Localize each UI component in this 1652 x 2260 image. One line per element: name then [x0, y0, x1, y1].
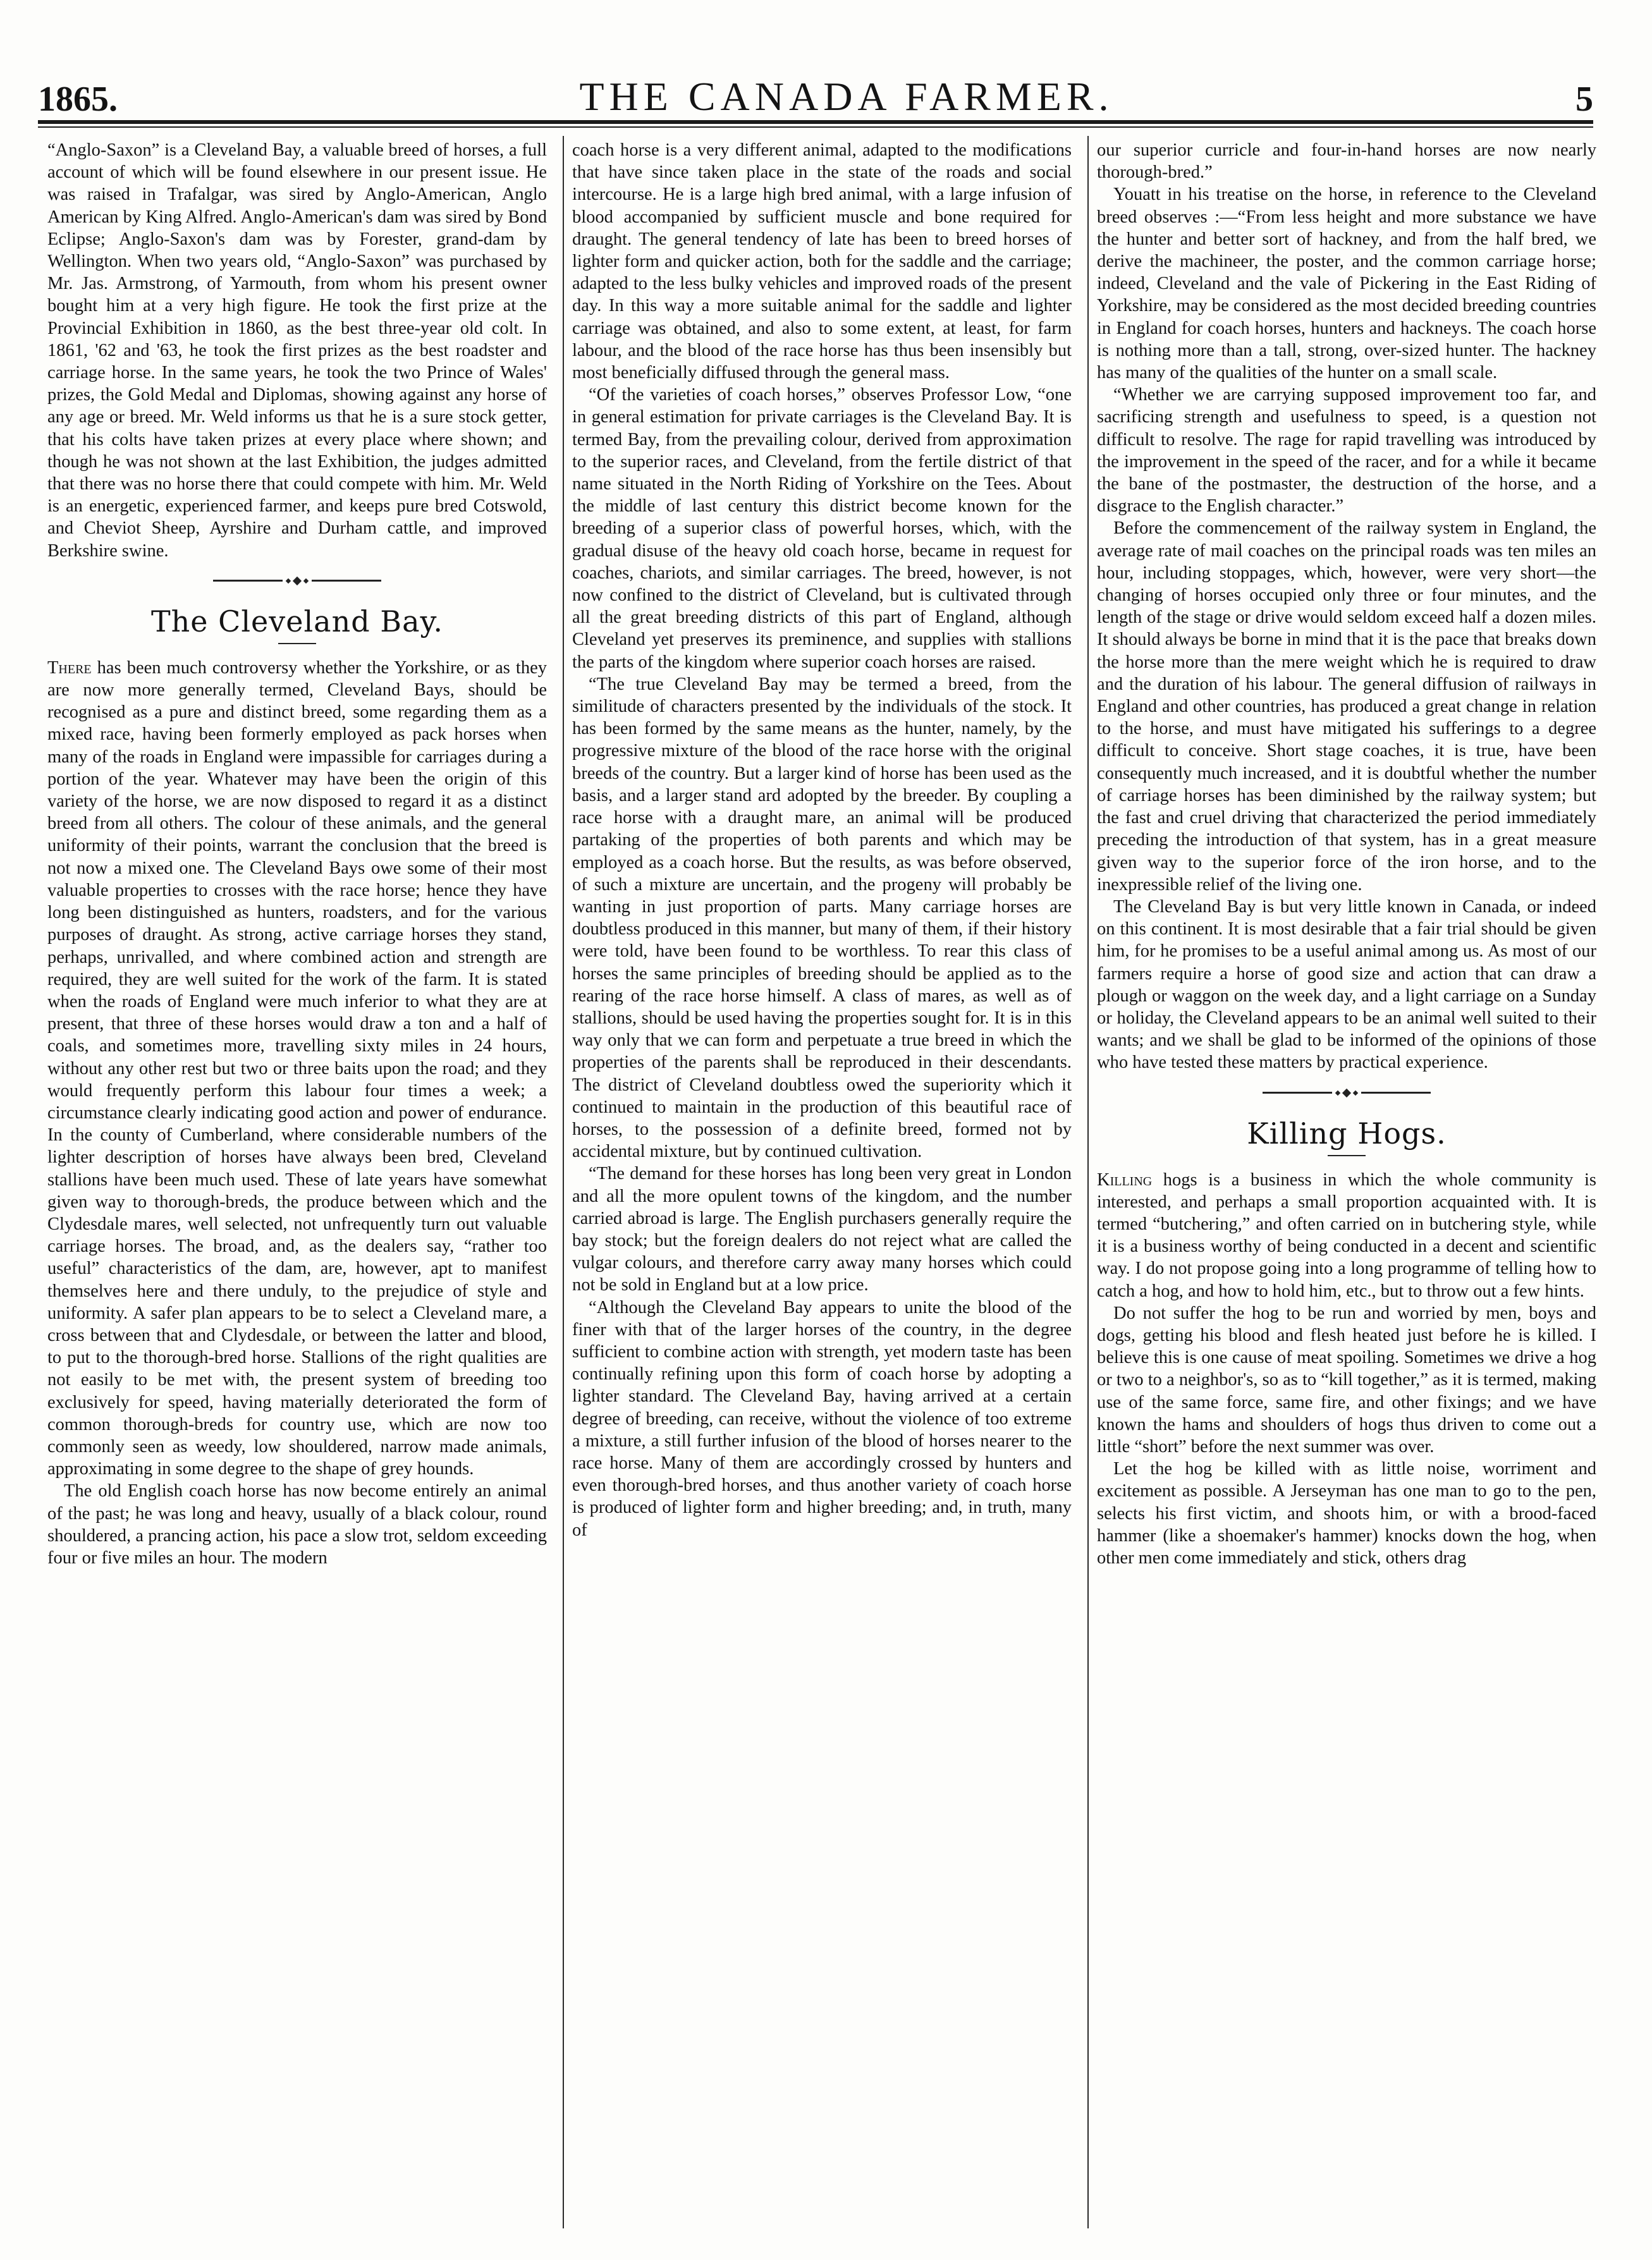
masthead-rule — [38, 120, 1593, 124]
paragraph-text: has been much controversy whether the Yorkshire, or as they are now more generally termed, Cleveland Bays, should be recognised as a pure and distinct breed, some regarding them as a mixed race, having been formerly employed as pack horses when many of the roads in England were impassible for carriages during a portion of the year. Whatever may have been the origin of this variety of the horse, we are now disposed to regard it as a distinct breed from all others. The colour of these animals, and the general uniformity of their points, warrant the conclusion that the breed is not now a mixed one. The Cleveland Bays owe some of their most valuable properties to crosses with the race horse; hence they have long been distinguished as hunters, roadsters, and for the various purposes of draught. As strong, active carriage horses they stand, perhaps, unrivalled, and where combined action and strength are required, they are well suited for the work of the farm. It is stated when the roads of England were much inferior to what they are at present, that three of these horses would draw a ton and a half of coals, and sometimes more, travelling sixty miles in 24 hours, without any other rest but two or three baits upon the road; and they would frequently perform this labour four times a week; a circumstance clearly indicating good action and power of endurance. In the county of Cumberland, where considerable numbers of the lighter description of horses have always been bred, Cleveland stallions have been much used. These of late years have somewhat given way to thorough-breds, the produce between which and the Clydesdale mares, well selected, not unfrequently turn out valuable carriage horses. The broad, and, as the dealers say, “rather too useful” characteristics of the dam, are, however, apt to manifest themselves here and there unduly, to the prejudice of style and uniformity. A safer plan appears to be to select a Cleveland mare, a cross between that and Clydesdale, or between the latter and blood, to put to the thorough-bred horse. Stallions of the right qualities are not easily to be met with, the present system of breeding too exclusively for speed, having materially deteriorated the form of common thorough-breds for country use, which are now too commonly seen as weedy, low shouldered, narrow made animals, approximating in some degree to the shape of grey hounds. — [47, 657, 547, 1479]
paragraph-text: hogs is a business in which the whole community is interested, and perhaps a small proportion acquainted with. It is termed “butchering,” and often carried on in butchering style, while it is a business worthy of being conducted in a decent and scientific way. I do not propose going into a long programme of telling how to catch a hog, and how to hold him, etc., but to throw out a few hints. — [1097, 1170, 1596, 1301]
anglo-saxon-paragraph: “Anglo-Saxon” is a Cleveland Bay, a valuable breed of horses, a full account of which will be found elsewhere in our present issue. He was raised in Trafalgar, was sired by Anglo-American, Anglo American by King Alfred. Anglo-American's dam was sired by Bond Eclipse; Anglo-Saxon's dam was by Forester, grand-dam by Wellington. When two years old, “Anglo-Saxon” was purchased by Mr. Jas. Armstrong, of Yarmouth, from whom his present owner bought him at a very high figure. He took the first prize at the Provincial Exhibition in 1860, as the best three-year old colt. In 1861, '62 and '63, he took the first prizes as the best roadster and carriage horse. In the same years, he took the two Prince of Wales' prizes, the Gold Medal and Diplomas, showing against any horse of any age or breed. Mr. Weld informs us that he is a sure stock getter, that his colts have taken prizes at every place where shown; and though he was not shown at the last Exhibition, the judges admitted that there was no horse there that could compete with him. Mr. Weld is an energetic, experienced farmer, and keeps pure bred Cotswold, and Cheviot Sheep, Ayrshire and Durham cattle, and improved Berkshire swine. — [47, 140, 547, 561]
column-1 — [47, 139, 547, 2225]
newspaper-title: THE CANADA FARMER. — [579, 74, 1114, 119]
killing-hogs-heading: Killing Hogs. — [1247, 1116, 1447, 1151]
killing-hogs-paragraph — [1097, 1169, 1596, 1302]
heading-rule — [1328, 1155, 1366, 1156]
heading-rule — [278, 643, 316, 644]
column-divider-1 — [563, 136, 564, 2228]
section-ornament — [1097, 1088, 1596, 1098]
professor-low-paragraph: “Of the varieties of coach horses,” observes Professor Low, “one in general estimation for private carriages is the Cleveland Bay. It is termed Bay, from the prevailing colour, derived from approximation to the superior races, and Cleveland, from the fertile district of that name situated in the North Riding of Yorkshire on the Tees. About the middle of last century this district become known for the breeding of a superior class of powerful horses, which, with the gradual disuse of the heavy old coach horse, became in request for coaches, chariots, and similar carriages. The breed, however, is not now confined to the district of Cleveland, but is cultivated through all the great breeding districts of this part of England, although Cleveland yet preserves its preminence, and supplies with stallions the parts of the kingdom where superior coach horses are raised. — [572, 385, 1072, 672]
lead-word: There — [47, 657, 92, 678]
cleveland-bay-heading: The Cleveland Bay. — [150, 604, 444, 638]
continued-paragraph: our superior curricle and four-in-hand horses are now nearly thorough-bred.” — [1097, 140, 1596, 183]
continued-paragraph: coach horse is a very different animal, adapted to the modifications that have since taken place in the state of the roads and social intercourse. He is a large high bred animal, with a large infusion of blood accompanied by sufficient muscle and bone required for draught. The general tendency of late has been to breed horses of lighter form and quicker action, both for the saddle and the carriage; adapted to the less bulky vehicles and improved roads of the present day. In this way a more suitable animal for the saddle and lighter carriage was obtained, and also to some extent, at least, for farm labour, and the blood of the race horse has thus been insensibly but most beneficially diffused through the general mass. — [572, 140, 1072, 383]
demand-paragraph: “The demand for these horses has long been very great in London and all the more opulent towns of the kingdom, and the number carried abroad is large. The English purchasers generally require the bay stock; but the foreign dealers do not reject what are called the vulgar colours, and therefore carry away many horses which could not be sold in England but at a low price. — [572, 1164, 1072, 1295]
column-3 — [1097, 139, 1596, 2225]
issue-year: 1865. — [38, 80, 118, 119]
hog-worry-paragraph: Do not suffer the hog to be run and worried by men, boys and dogs, getting his blood and flesh heated just before he is killed. I believe this is one cause of meat spoiling. Sometimes we drive a hog or two to a neighbor's, so as to “kill together,” as it is termed, making use of the same force, same fire, and other fixings; and we have known the hams and shoulders of hogs thus driven to come out a little “short” before the next summer was over. — [1097, 1303, 1596, 1457]
coach-horse-paragraph: The old English coach horse has now become entirely an animal of the past; he was long and heavy, usually of a black colour, round shouldered, a prancing action, his pace a slow trot, seldom exceeding four or five miles an hour. The modern — [47, 1481, 547, 1568]
page-number: 5 — [1576, 80, 1593, 119]
hog-killed-paragraph: Let the hog be killed with as little noise, worriment and excitement as possible. A Jerseyman has one man to go to the pen, selects his first victim, and shoots him, or with a brood-faced hammer (like a shoemaker's hammer) knocks down the hog, when other men come immediately and stick, others drag — [1097, 1459, 1596, 1568]
column-2 — [572, 139, 1072, 2225]
cleveland-bay-paragraph — [47, 657, 547, 1481]
section-ornament — [47, 576, 547, 586]
canada-paragraph: The Cleveland Bay is but very little known in Canada, or indeed on this continent. It is most desirable that a fair trial should be given him, for he promises to be a useful animal among us. As most of our farmers require a horse of good size and action that can draw a plough or waggon on the week day, and a light carriage on a Sunday or holiday, the Cleveland appears to be an animal well suited to their wants; and we shall be glad to be informed of the opinions of those who have tested these matters by practical experience. — [1097, 896, 1596, 1073]
column-divider-2 — [1087, 136, 1089, 2228]
whether-paragraph: “Whether we are carrying supposed improvement too far, and sacrificing strength and usefulness to speed, is a question not difficult to resolve. The rage for rapid travelling was introduced by the improvement in the speed of the racer, and for a while it became the bane of the postmaster, the destruction of the horse, and a disgrace to the English character.” — [1097, 385, 1596, 516]
lead-word: Killing — [1097, 1170, 1153, 1190]
true-cleveland-paragraph: “The true Cleveland Bay may be termed a breed, from the similitude of characters presented by the individuals of the stock. It has been formed by the same means as the hunter, namely, by the progressive mixture of the blood of the race horse with the original breeds of the country. But a larger kind of horse has been used as the basis, and a larger stand ard adopted by the breeder. By coupling a race horse with a draught mare, an animal will be produced partaking of the properties of both parents and which may be employed as a coach horse. But the results, as was before observed, of such a mixture are uncertain, and the progeny will probably be wanting in just proportion of parts. Many carriage horses are doubtless produced in this manner, but many of them, if their history were told, have been found to be worthless. To rear this class of horses the same principles of breeding should be applied as to the rearing of the race horse himself. A class of mares, as well as of stallions, should be used having the properties sought for. It is in this way only that we can form and perpetuate a true breed in which the properties of the parents shall be reproduced in their descendants. The district of Cleveland doubtless owed the superiority which it continued to maintain in the production of this beautiful race of horses, to the possession of a definite breed, formed not by accidental mixture, but by continued cultivation. — [572, 674, 1072, 1162]
masthead-rule-thin — [38, 126, 1593, 128]
masthead — [38, 60, 1593, 117]
railway-paragraph: Before the commencement of the railway system in England, the average rate of mail coaches on the principal roads was ten miles an hour, including stoppages, which, however, were very short—the changing of horses occupied only three or four minutes, and the length of the stage or drive would seldom exceed half a dozen miles. It should always be borne in mind that it is the pace that breaks down the horse more than the mere weight which he is required to draw and the duration of his labour. The general diffusion of railways in England and other countries, has produced a great change in relation to the horse, and must have mitigated his sufferings to a degree difficult to conceive. Short stage coaches, it is true, have been consequently much increased, and it is doubtful whether the number of carriage horses has been diminished by the railway system; but the fast and cruel driving that characterized the period immediately preceding the introduction of that system, has in a great measure given way to the superior force of the iron horse, and to the inexpressible relief of the living one. — [1097, 518, 1596, 895]
youatt-paragraph: Youatt in his treatise on the horse, in reference to the Cleveland breed observes :—“From less height and more substance we have the hunter and better sort of hackney, and from the half bred, we derive the machineer, the poster, and the common carriage horse; indeed, Cleveland and the vale of Pickering in the East Riding of Yorkshire, may be considered as the most decided breeding countries in England for coach horses, hunters and hackneys. The coach horse is nothing more than a tall, strong, over-sized hunter. The hackney has many of the qualities of the hunter on a small scale. — [1097, 185, 1596, 383]
although-paragraph: “Although the Cleveland Bay appears to unite the blood of the finer with that of the larger horses of the country, in the degree sufficient to combine action with strength, yet modern taste has been continually refining upon this form of coach horse by adopting a lighter standard. The Cleveland Bay, having arrived at a certain degree of breeding, can receive, without the violence of too extreme a mixture, a still further infusion of the blood of horses nearer to the race horse. Many of them are accordingly crossed by hunters and even thorough-bred horses, and thus another variety of coach horse is produced of lighter form and higher breeding; and, in truth, many of — [572, 1297, 1072, 1540]
